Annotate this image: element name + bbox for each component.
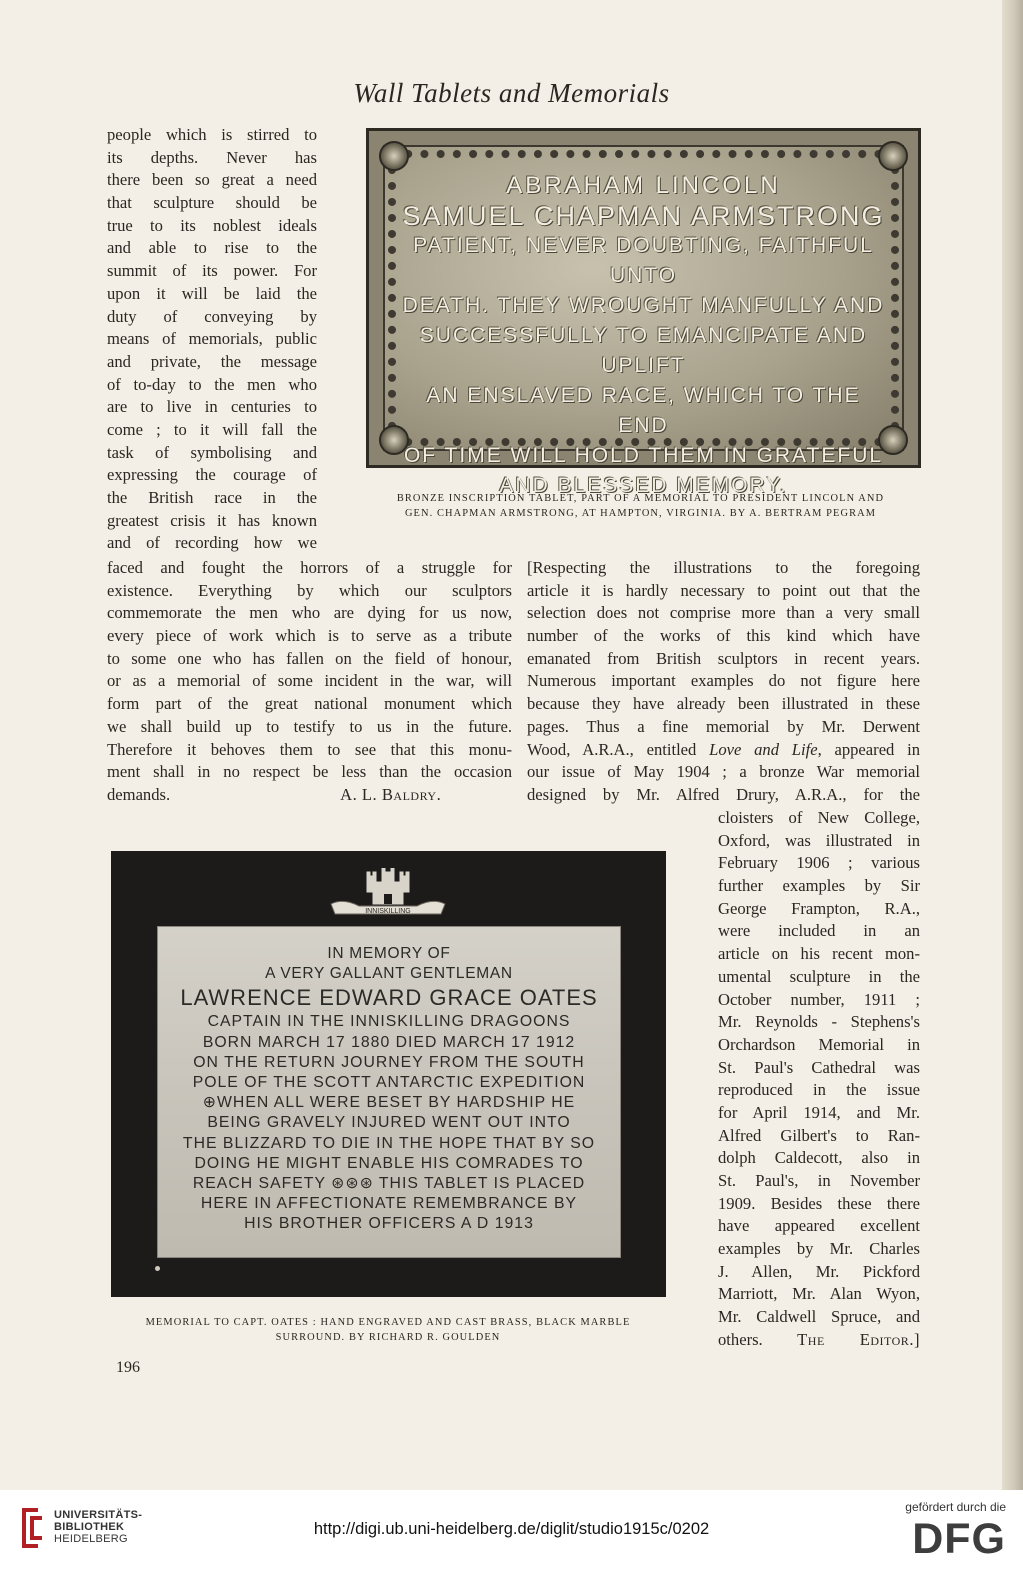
lincoln-memorial-tablet-image	[366, 128, 921, 497]
inscription-line: A VERY GALLANT GENTLEMAN	[265, 965, 513, 983]
text-line: because they have already been illustrated in these	[527, 694, 920, 714]
inscription-line: ABRAHAM LINCOLN	[506, 172, 781, 199]
running-header: Wall Tablets and Memorials	[353, 78, 670, 108]
regimental-crest-icon	[323, 868, 453, 923]
text-line: people which is stirred to	[107, 125, 317, 144]
caption-line: SURROUND. BY RICHARD R. GOULDEN	[275, 1332, 501, 1343]
text-line: Numerous important examples do not figure here	[527, 671, 920, 691]
text-line: and of recording how we	[107, 533, 317, 553]
text-line: come ; to it will fall the	[107, 419, 317, 439]
inscription-line: AND BLESSED MEMORY.	[499, 474, 788, 497]
text-line: Therefore it behoves them to see that this monu-	[107, 739, 512, 759]
inscription-line: OF TIME WILL HOLD THEM IN GRATEFUL	[403, 444, 884, 467]
text-line: upon it will be laid the	[107, 283, 317, 303]
text-line: or as a memorial of some incident in the war, will	[107, 671, 512, 691]
text-line: and private, the message	[107, 351, 317, 371]
caption-line: BRONZE INSCRIPTION TABLET, PART OF A MEMORIAL TO PRESIDENT LINCOLN AND	[396, 493, 885, 504]
inscription-line: PATIENT, NEVER DOUBTING, FAITHFUL UNTO	[413, 234, 874, 287]
closing-line: others. The Editor.]	[718, 1329, 920, 1349]
text-line: reproduced in the issue	[718, 1080, 920, 1100]
text-line: Mr. Reynolds - Stephens's	[718, 1012, 920, 1032]
inscription-line: REACH SAFETY ⊛⊛⊛ THIS TABLET IS PLACED	[192, 1175, 586, 1193]
text-line: examples by Mr. Charles	[718, 1239, 920, 1259]
caption-line: GEN. CHAPMAN ARMSTRONG, AT HAMPTON, VIRGINIA. BY A. BERTRAM PEGRAM	[404, 508, 877, 519]
text-line: October number, 1911 ;	[718, 989, 920, 1009]
editor-note-text	[527, 557, 920, 807]
inscription-line: SUCCESSFULLY TO EMANCIPATE AND UPLIFT	[419, 324, 868, 377]
text-line: J. Allen, Mr. Pickford	[718, 1261, 920, 1281]
text-line: selection does not comprise more than a very small	[527, 603, 920, 623]
text-line: [Respecting the illustrations to the foregoing	[527, 558, 920, 577]
text-line: the British race in the	[107, 488, 317, 507]
text-line: further examples by Sir	[718, 876, 920, 896]
figure-caption-oates	[102, 1315, 674, 1345]
author-signature: A. L. Baldry.	[340, 784, 442, 804]
text-line: its depths. Never has	[107, 147, 317, 167]
text-line: task of symbolising and	[107, 442, 317, 462]
text-line: umental sculpture in the	[718, 966, 920, 986]
text-line: greatest crisis it has known	[107, 510, 317, 530]
text-line: Orchardson Memorial in	[718, 1034, 920, 1054]
text-line: of to-day to the men who	[107, 374, 317, 394]
text-line: commemorate the men who are dying for us now,	[107, 603, 512, 623]
text-line: for April 1914, and Mr.	[718, 1102, 920, 1122]
text-line: our issue of May 1904 ; a bronze War memorial	[527, 762, 920, 782]
text-line: expressing the courage of	[107, 465, 317, 485]
text-line: every piece of work which is to serve as a tribute	[107, 626, 512, 646]
funding-label: gefördert durch die	[905, 1500, 1006, 1514]
text-line: emanated from British sculptors in recent years.	[527, 648, 920, 668]
article-text-left	[107, 557, 512, 807]
inscription-line: ON THE RETURN JOURNEY FROM THE SOUTH	[193, 1053, 585, 1071]
text-line: 1909. Besides these there	[718, 1193, 920, 1213]
figure-caption-lincoln	[358, 491, 923, 521]
rosette-ornament	[878, 141, 908, 171]
inscription-line: DEATH. THEY WROUGHT MANFULLY AND	[402, 294, 885, 317]
text-line: article on his recent mon-	[718, 944, 920, 964]
text-line: Oxford, was illustrated in	[718, 830, 920, 850]
page-number: 196	[116, 1359, 140, 1376]
text-line: faced and fought the horrors of a struggle for	[107, 558, 512, 577]
text-line: have appeared excellent	[718, 1216, 920, 1236]
inscription-line: SAMUEL CHAPMAN ARMSTRONG	[402, 201, 885, 231]
text-line: are to live in centuries to	[107, 397, 317, 417]
library-name: UNIVERSITÄTS- BIBLIOTHEK HEIDELBERG	[54, 1509, 143, 1545]
inscription-line: ⊕WHEN ALL WERE BESET BY HARDSHIP HE	[202, 1094, 576, 1112]
text-line: form part of the great national monument which	[107, 694, 512, 714]
inscription-line: BORN MARCH 17 1880 DIED MARCH 17 1912	[202, 1033, 576, 1051]
text-line: pages. Thus a fine memorial by Mr. Derwent	[527, 716, 920, 736]
text-line: existence. Everything by which our sculptors	[107, 580, 512, 600]
rosette-ornament	[379, 141, 409, 171]
editor-note-text-narrow	[718, 807, 920, 1352]
inscription-line: CAPTAIN IN THE INNISKILLING DRAGOONS	[207, 1013, 571, 1031]
inscription-line: DOING HE MIGHT ENABLE HIS COMRADES TO	[194, 1154, 584, 1172]
text-line: George Frampton, R.A.,	[718, 898, 920, 918]
text-line: ment shall in no respect be less than the occasion	[107, 762, 512, 782]
artwork-title: Love and Life	[709, 739, 818, 759]
tablet-inscription	[399, 171, 888, 501]
source-url-link[interactable]: http://digi.ub.uni-heidelberg.de/diglit/studio1915c/0202	[313, 1520, 710, 1538]
dfg-logo: DFG	[912, 1515, 1006, 1563]
digitization-footer	[0, 1490, 1023, 1574]
inscription-line: IN MEMORY OF	[327, 945, 451, 962]
mounting-screw	[155, 1266, 160, 1271]
plate-inscription	[158, 944, 620, 1235]
page-edge	[1002, 0, 1023, 1490]
crest-banner-text: INNISKILLING	[365, 908, 411, 915]
article-text-left-top	[107, 124, 317, 555]
text-line: cloisters of New College,	[718, 808, 920, 827]
text-line: Alfred Gilbert's to Ran-	[718, 1125, 920, 1145]
inscription-line: HERE IN AFFECTIONATE REMEMBRANCE BY	[200, 1195, 578, 1213]
inscription-line: AN ENSLAVED RACE, WHICH TO THE END	[426, 384, 861, 437]
text-line: dolph Caldecott, also in	[718, 1148, 920, 1168]
text-line: St. Paul's Cathedral was	[718, 1057, 920, 1077]
inscription-line: HIS BROTHER OFFICERS A D 1913	[244, 1215, 534, 1233]
text-line: duty of conveying by	[107, 306, 317, 326]
text-line: article it is hardly necessary to point out that the	[527, 580, 920, 600]
text-line: number of the works of this kind which have	[527, 626, 920, 646]
text-line: means of memorials, public	[107, 329, 317, 349]
inscription-line: BEING GRAVELY INJURED WENT OUT INTO	[207, 1114, 571, 1132]
text-line: Wood, A.R.A., entitled Love and Life, appeared in	[527, 739, 921, 759]
text-line: we shall build up to testify to us in the future.	[107, 716, 512, 736]
brass-plate	[157, 926, 621, 1258]
text-line: Marriott, Mr. Alan Wyon,	[718, 1284, 920, 1304]
editor-signature: The Editor.]	[797, 1329, 920, 1349]
text-line: Mr. Caldwell Spruce, and	[718, 1307, 920, 1327]
closing-line: demands. A. L. Baldry.	[107, 784, 442, 804]
caption-line: MEMORIAL TO CAPT. OATES : HAND ENGRAVED AND CAST BRASS, BLACK MARBLE	[145, 1317, 631, 1328]
oates-memorial-image	[111, 851, 666, 1297]
text-line: and able to rise to the	[107, 238, 317, 258]
text-line: designed by Mr. Alfred Drury, A.R.A., for the	[527, 784, 920, 804]
text-line: February 1906 ; various	[718, 853, 920, 873]
text-line: that sculpture should be	[107, 193, 317, 213]
text-line: were included in an	[718, 921, 920, 941]
inscription-line: POLE OF THE SCOTT ANTARCTIC EXPEDITION	[192, 1074, 586, 1092]
text-line: St. Paul's, in November	[718, 1171, 920, 1190]
inscription-line: LAWRENCE EDWARD GRACE OATES	[180, 985, 598, 1011]
text-line: to some one who has fallen on the field of honour,	[107, 648, 512, 668]
text-line: there been so great a need	[107, 170, 317, 190]
text-line: true to its noblest ideals	[107, 215, 317, 235]
inscription-line: THE BLIZZARD TO DIE IN THE HOPE THAT BY SO	[182, 1134, 596, 1152]
text-line: summit of its power. For	[107, 261, 317, 281]
